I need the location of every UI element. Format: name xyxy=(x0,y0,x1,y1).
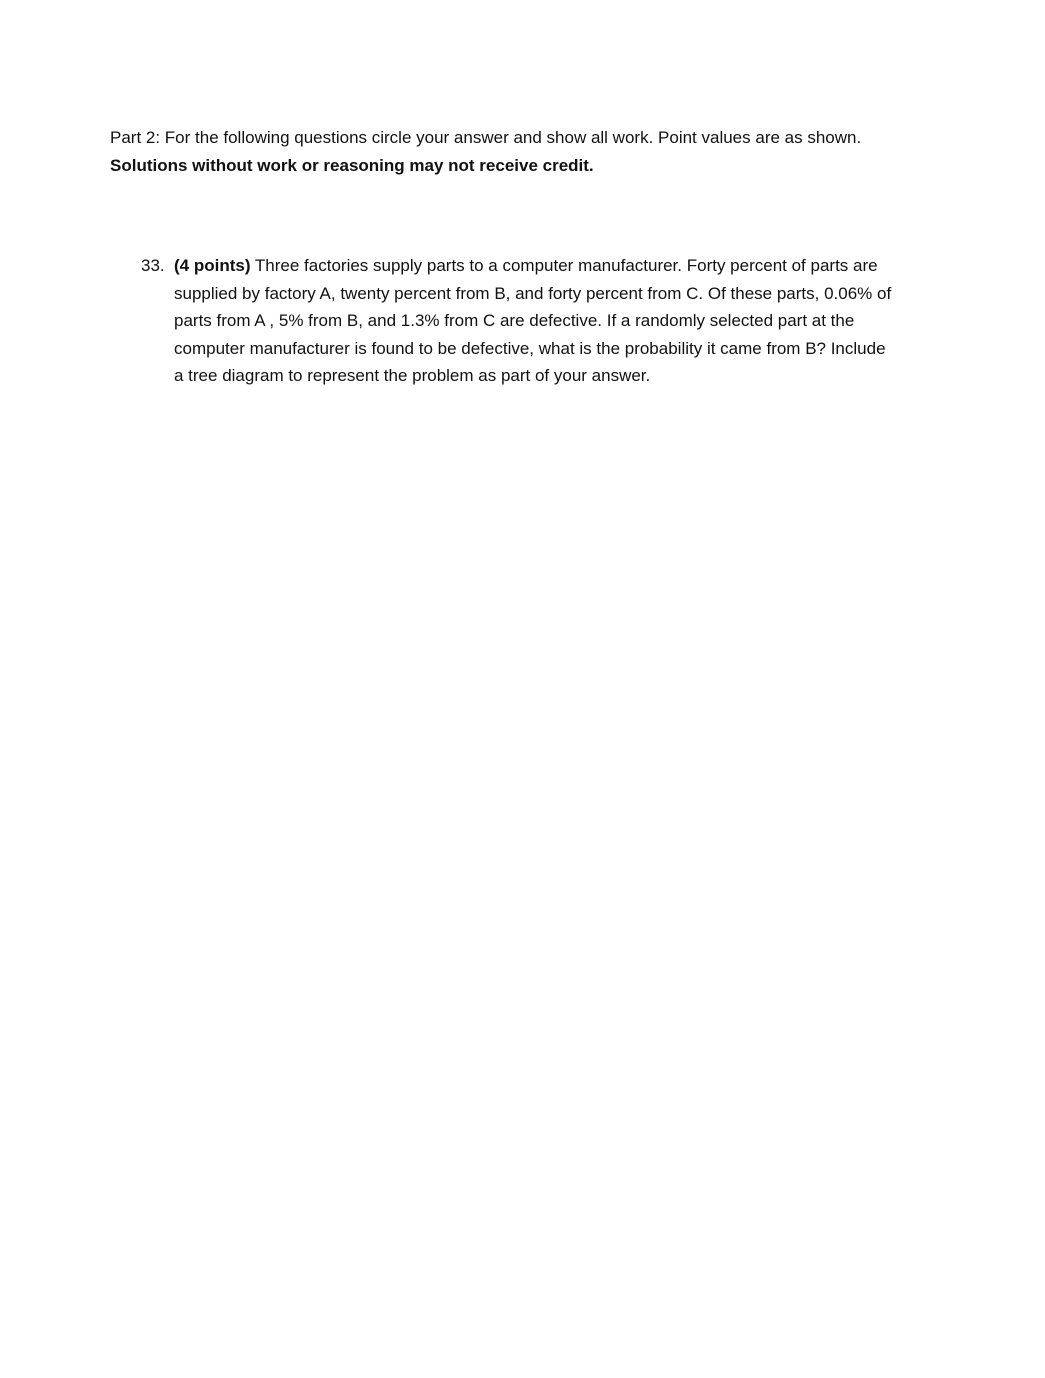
question-line-1-text: Three factories supply parts to a computer manufacturer. Forty percent of parts are xyxy=(250,256,878,275)
part-instructions: Part 2: For the following questions circle your answer and show all work. Point values are as shown. xyxy=(110,128,862,147)
question-points: (4 points) xyxy=(174,256,251,275)
question-text xyxy=(174,252,944,390)
part-header xyxy=(110,124,970,180)
question-number: 33. xyxy=(141,256,165,275)
question-line-1 xyxy=(174,252,944,280)
question-line-5: a tree diagram to represent the problem as part of your answer. xyxy=(174,366,651,385)
question-line-3: parts from A , 5% from B, and 1.3% from C are defective. If a randomly selected part at the xyxy=(174,311,855,330)
credit-warning: Solutions without work or reasoning may not receive credit. xyxy=(110,156,594,175)
question-line-2: supplied by factory A, twenty percent from B, and forty percent from C. Of these parts, 0.06% of xyxy=(174,283,892,303)
question-line-4: computer manufacturer is found to be defective, what is the probability it came from B? Include xyxy=(174,338,886,358)
